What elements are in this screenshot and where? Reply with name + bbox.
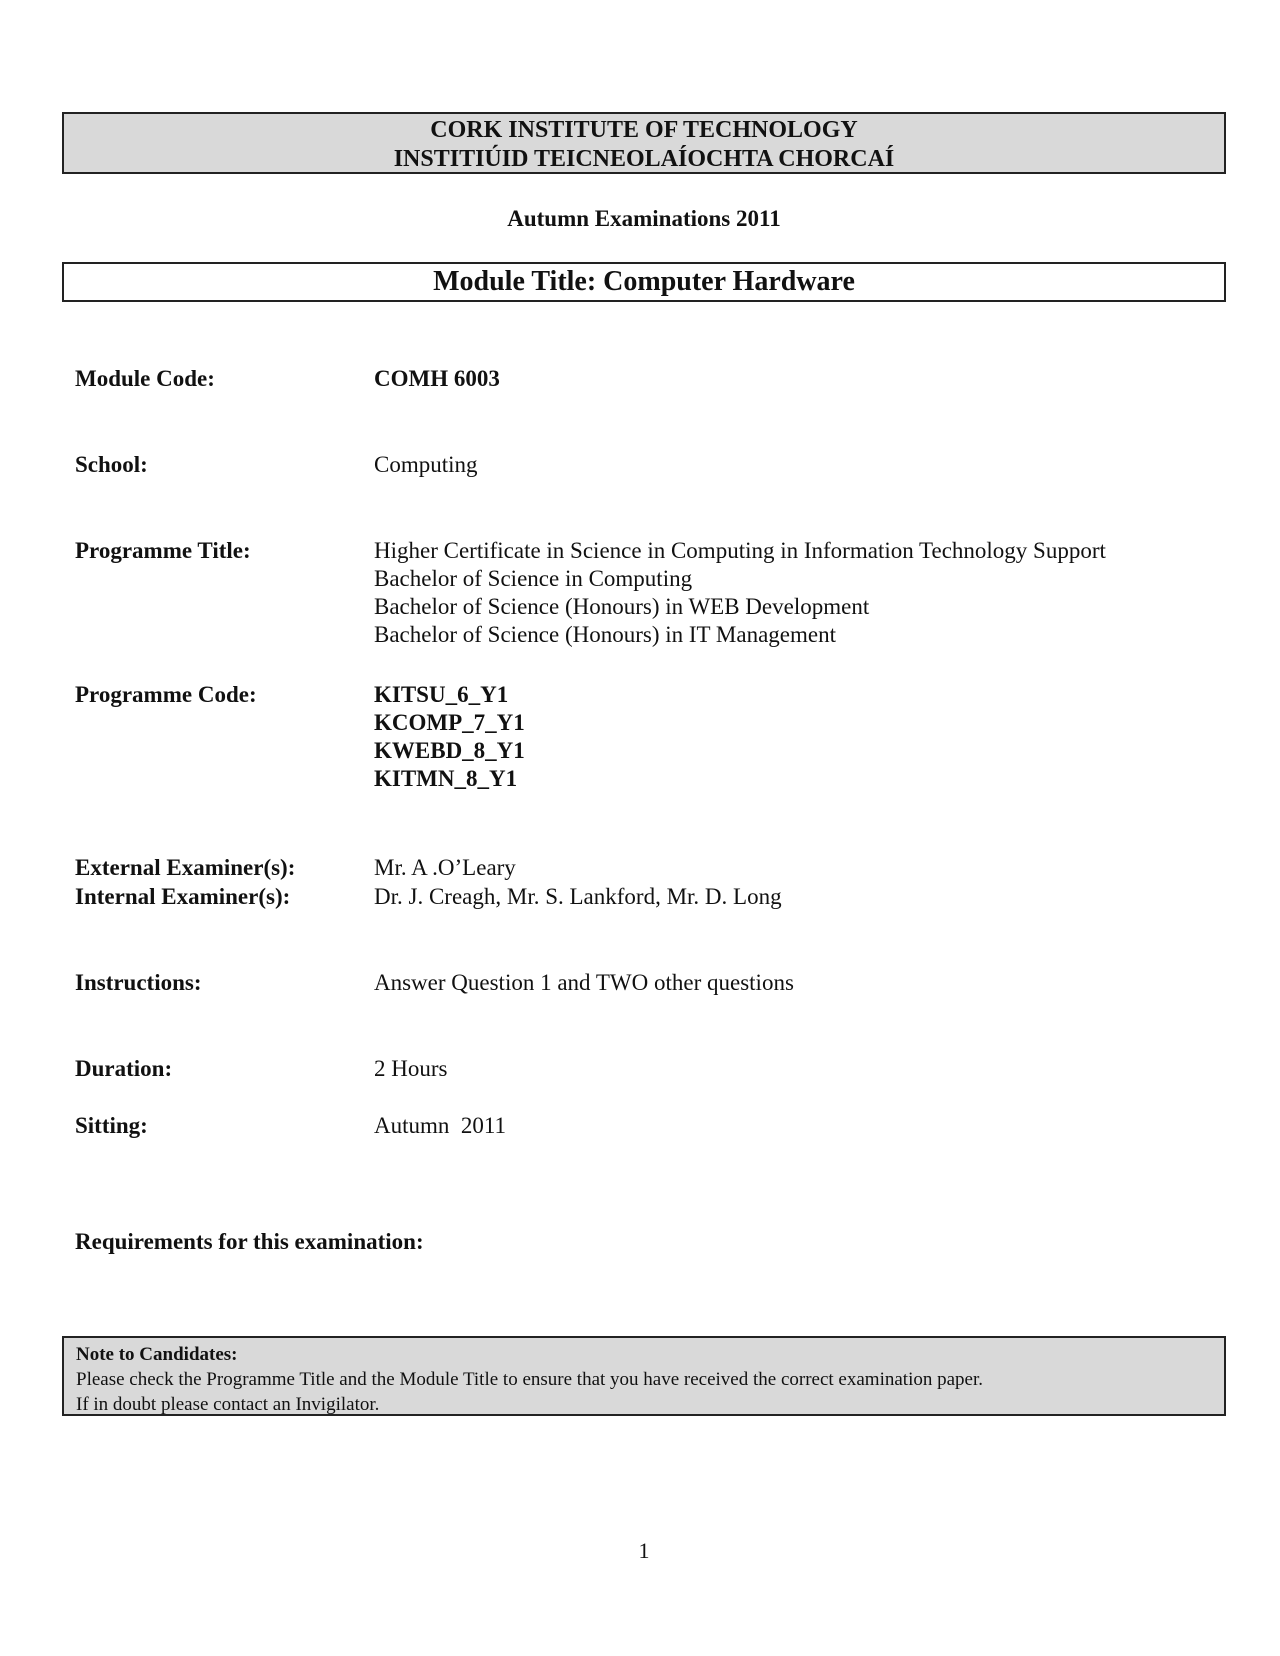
requirements-label: Requirements for this examination: [75, 1229, 424, 1254]
sitting-label: Sitting: [75, 1113, 148, 1138]
internal-examiner-label: Internal Examiner(s): [75, 884, 291, 909]
internal-examiner-value: Dr. J. Creagh, Mr. S. Lankford, Mr. D. Long [374, 884, 782, 909]
programme-title-list [374, 537, 1106, 649]
programme-title-item: Bachelor of Science (Honours) in WEB Development [374, 594, 870, 619]
sitting-value: Autumn 2011 [374, 1113, 507, 1138]
programme-title-item: Bachelor of Science (Honours) in IT Management [374, 622, 836, 647]
module-code-value: COMH 6003 [374, 366, 500, 391]
exam-session-title: Autumn Examinations 2011 [507, 206, 781, 231]
duration-value: 2 Hours [374, 1056, 448, 1081]
programme-title-item: Higher Certificate in Science in Computing in Information Technology Support [374, 538, 1106, 563]
programme-code-item: KITSU_6_Y1 [374, 682, 509, 707]
instructions-value: Answer Question 1 and TWO other questions [374, 970, 794, 995]
module-code-label: Module Code: [75, 366, 215, 391]
note-title: Note to Candidates: [76, 1344, 238, 1365]
programme-code-item: KWEBD_8_Y1 [374, 738, 525, 763]
institute-name-english: CORK INSTITUTE OF TECHNOLOGY [430, 117, 858, 143]
programme-title-label: Programme Title: [75, 538, 251, 563]
instructions-label: Instructions: [75, 970, 202, 995]
school-value: Computing [374, 452, 478, 477]
note-line: If in doubt please contact an Invigilator. [76, 1394, 380, 1415]
programme-code-item: KITMN_8_Y1 [374, 766, 518, 791]
page-number: 1 [638, 1538, 650, 1563]
note-line: Please check the Programme Title and the Module Title to ensure that you have received the correct examination paper. [76, 1369, 983, 1390]
institute-name-irish: INSTITIÚID TEICNEOLAÍOCHTA CHORCAÍ [393, 146, 895, 172]
institute-header [62, 112, 1226, 174]
programme-title-item: Bachelor of Science in Computing [374, 566, 693, 591]
programme-code-label: Programme Code: [75, 682, 257, 707]
external-examiner-value: Mr. A .O’Leary [374, 855, 516, 880]
school-label: School: [75, 452, 148, 477]
programme-code-item: KCOMP_7_Y1 [374, 710, 525, 735]
programme-code-list [374, 681, 525, 793]
external-examiner-label: External Examiner(s): [75, 855, 296, 880]
duration-label: Duration: [75, 1056, 173, 1081]
module-title: Module Title: Computer Hardware [62, 262, 1226, 302]
note-to-candidates-box [62, 1336, 1226, 1416]
